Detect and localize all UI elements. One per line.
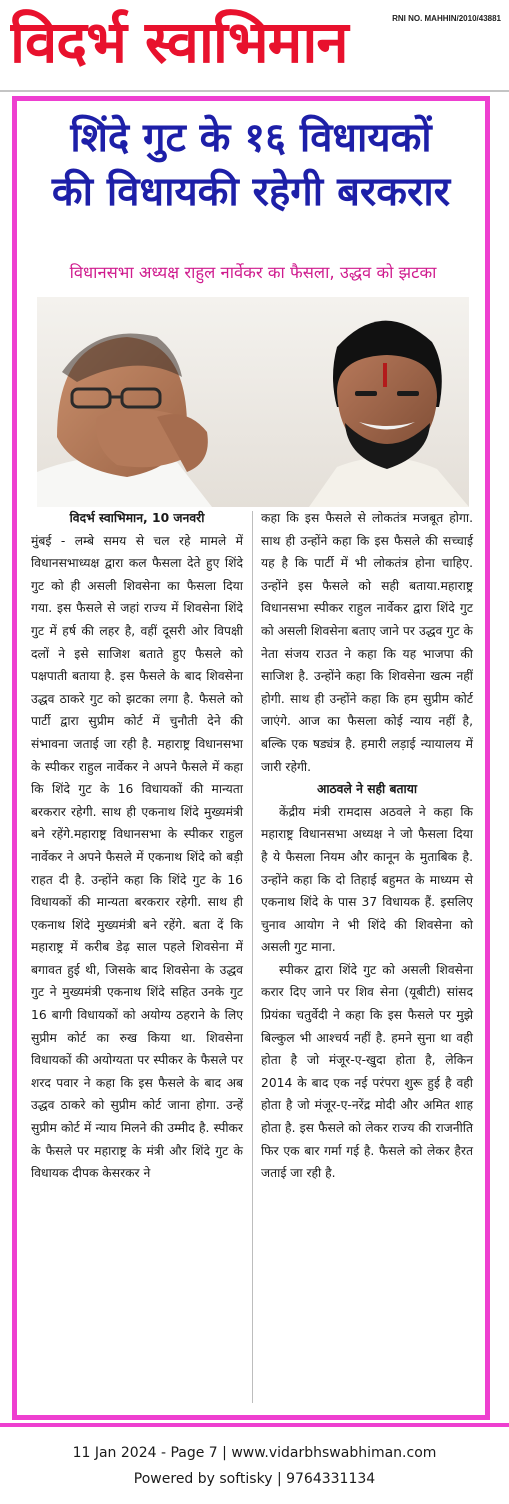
article-photo (37, 297, 469, 507)
article-headline (17, 111, 485, 219)
dateline: विदर्भ स्वाभिमान, 10 जनवरी (69, 511, 205, 525)
page-footer (0, 1440, 509, 1492)
politicians-photo (37, 297, 469, 507)
footer-divider (0, 1423, 509, 1427)
article-column-2 (261, 507, 473, 1185)
masthead-divider (0, 90, 509, 92)
article-body (31, 507, 473, 1407)
section-subtitle: आठवले ने सही बताया (316, 782, 418, 797)
paragraph: केंद्रीय मंत्री रामदास अठवले ने कहा कि महाराष्ट्र विधानसभा अध्यक्ष ने जो फैसला दिया है ये फैसला नियम और कानून के मुताबिक है. उन्होंने कहा कि दो तिहाई बहुमत के माध्यम से एकनाथ शिंदे के पास 37 विधायक हैं. इसलिए चुनाव आयोग ने भी शिंदे की शिवसेना को असली गुट माना. (261, 804, 473, 955)
headline-line-2: की विधायकी रहेगी बरकरार (51, 169, 451, 215)
paragraph: कहा कि इस फैसले से लोकतंत्र मजबूत होगा. साथ ही उन्होंने कहा कि इस फैसले की सच्चाई यह है कि पार्टी में भी लोकतंत्र होना चाहिए. उन्होंने इस फैसले को सही बताया.महाराष्ट्र विधानसभा स्पीकर राहुल नार्वेकर द्वारा शिंदे गुट को असली शिवसेना बताए जाने पर उद्धव गुट के नेता संजय राउत ने कहा कि यह भाजपा की साजिश है. उन्होंने कहा कि शिवसेना खत्म नहीं होगी. साथ ही उन्होंने कहा कि हम सुप्रीम कोर्ट जाएंगे. आज का फैसला कोई न्याय नहीं है, बल्कि एक षड्यंत्र है. हमारी लड़ाई न्यायालय में जारी रहेगी. (261, 511, 473, 774)
article-column-1 (31, 507, 243, 1185)
column-divider (252, 511, 253, 1403)
footer-credits: Powered by softisky | 9764331134 (133, 1471, 376, 1487)
newspaper-title: विदर्भ स्वाभिमान (10, 8, 348, 76)
rni-number: RNI NO. MAHHIN/2010/43881 (392, 14, 501, 23)
footer-page-info: 11 Jan 2024 - Page 7 | www.vidarbhswabhiman.com (72, 1445, 437, 1461)
article-frame (12, 96, 490, 1420)
headline-line-1: शिंदे गुट के १६ विधायकों (70, 115, 432, 161)
article-subhead: विधानसभा अध्यक्ष राहुल नार्वेकर का फैसला, उद्धव को झटका (69, 263, 437, 282)
paragraph: स्पीकर द्वारा शिंदे गुट को असली शिवसेना करार दिए जाने पर शिव सेना (यूबीटी) सांसद प्रियंका चतुर्वेदी ने कहा कि इस फैसले पर मुझे बिल्कुल भी आश्चर्य नहीं है. हमने सुना था वही होता है जो मंजूर-ए-खुदा होता है, लेकिन 2014 के बाद एक नई परंपरा शुरू हुई है वही होता है जो मंजूर-ए-नरेंद्र मोदी और अमित शाह होता है. इस फैसले को लेकर राज्य की राजनीति फिर एक बार गर्मा गई है. फैसले को लेकर हैरत जताई जा रही है. (261, 962, 473, 1181)
paragraph: मुंबई - लम्बे समय से चल रहे मामले में विधानसभाध्यक्ष द्वारा कल फैसला देते हुए शिंदे गुट को ही असली शिवसेना का फैसला दिया गया. इस फैसले से जहां राज्य में शिवसेना शिंदे गुट में हर्ष की लहर है, वहीं दूसरी ओर विपक्षी दलों ने इसे साजिश बताते हुए फैसले को पक्षपाती बताया है. इस फैसले के बाद शिवसेना उद्धव ठाकरे गुट को झटका लगा है. फैसले को पार्टी द्वारा सुप्रीम कोर्ट में चुनौती देने की संभावना जताई जा रही है. महाराष्ट्र विधानसभा के स्पीकर राहुल नार्वेकर ने अपने फैसले में कहा कि शिंदे गुट के 16 विधायकों की मान्यता बरकरार रहेगी. साथ ही एकनाथ शिंदे मुख्यमंत्री बने रहेंगे.महाराष्ट्र विधानसभा के स्पीकर राहुल नार्वेकर ने अपने फैसले में एकनाथ शिंदे को बड़ी राहत दी है. उन्होंने कहा कि शिंदे गुट के 16 विधायकों की मान्यता बरकरार रहेगी. साथ ही एकनाथ शिंदे मुख्यमंत्री बने रहेंगे. बता दें कि महाराष्ट्र में करीब डेढ़ साल पहले शिवसेना में बगावत हुई थी, जिसके बाद शिवसेना के उद्धव गुट ने मुख्यमंत्री एकनाथ शिंदे सहित उनके गुट 16 बागी विधायकों को अयोग्य ठहराने के लिए सुप्रीम कोर्ट का रुख किया था. शिवसेना विधायकों की अयोग्यता पर स्पीकर के फैसले पर शरद पवार ने कहा कि इस फैसले के बाद अब उद्धव ठाकरे को सुप्रीम कोर्ट जाना होगा. उन्हें सुप्रीम कोर्ट में न्याय मिलने की उम्मीद है. स्पीकर के फैसले पर महाराष्ट्र के मंत्री और शिंदे गुट के विधायक दीपक केसरकर ने (31, 533, 243, 1181)
masthead (0, 0, 509, 92)
